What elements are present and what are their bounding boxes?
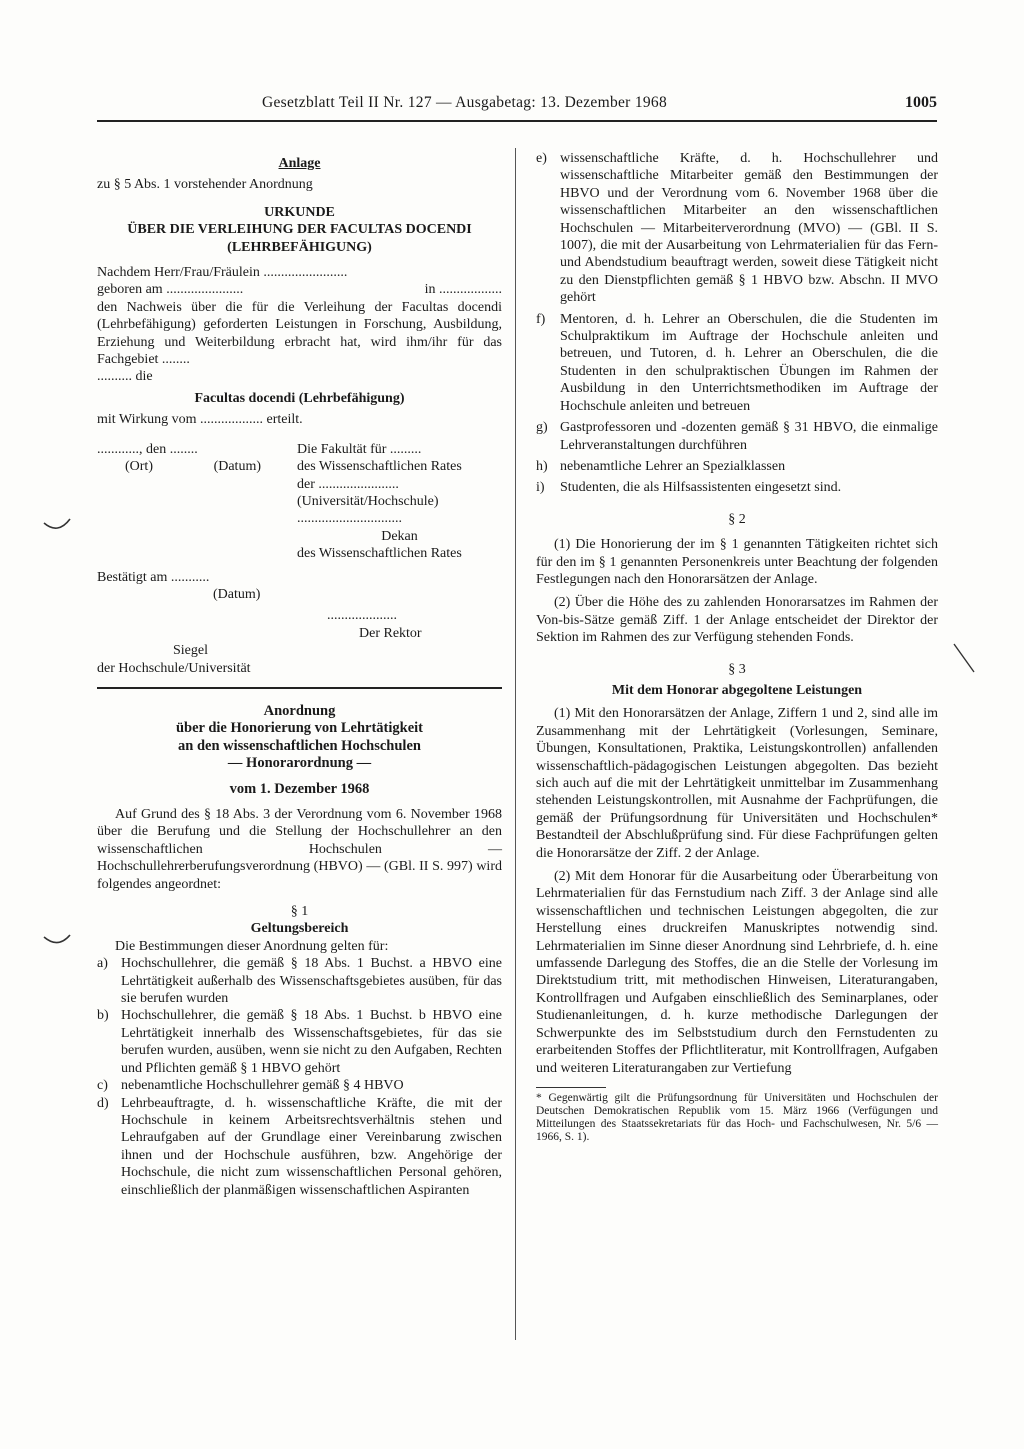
ort-date-line: ............, den ........ <box>97 441 198 457</box>
facultas-title: Facultas docendi (Lehrbefähigung) <box>194 390 405 406</box>
list-text: wissenschaftliche Kräfte, d. h. Hochschullehrer und wissenschaftliche Mitarbeiter gemäß den Bestimmungen der HBVO und der Verordnung vom 6. November 1968 über die wissenschaftlichen Mitarbeiter an den wissenschaftlichen Hochschulen — Mitarbeiterverordnung (MVO) — (GBl. II S. 1007), die mit der Ausarbeitung von Lehrmaterialien für das Fern- und Abendstudium beauftragt werden, soweit diese Tätigkeit nicht zu den Dienstpflichten gemäß § 1 HBVO bzw. Abschn. II MVO gehört <box>560 151 938 306</box>
list-item <box>536 458 938 475</box>
list-label: f) <box>536 311 546 327</box>
section-3-para-2: (2) Mit dem Honorar für die Ausarbeitung oder Überarbeitung von Lehrmaterialien für das Fernstudium nach Ziff. 3 der Anlage sind alle wissenschaftlichen und technischen Leistungen abgegolten, die zur Herstellung eines druckreifen Manuskriptes notwendig sind. Lehrmaterialien im Sinne dieser Anordnung sind Lehrbriefe, d. h. eine umfassende Darlegung des Stoffes, die an die Stelle der Vorlesung im Direktstudium tritt, mit methodischen Hinweisen, Literaturangaben, Kontrollfragen und Aufgaben einschließlich des Seminarplanes, oder Studienanleitungen, d. h. kurze methodische Darlegungen der Schwerpunkte des im Selbststudium durch den Fernstudenten zu erarbeitenden Stoffes der Pflichtliteratur, mit Kontrollfragen, Aufgaben und weiteren Literaturangaben zur Vertiefung <box>536 869 938 1076</box>
section-3-para-1: (1) Mit den Honorarsätzen der Anlage, Ziffern 1 und 2, sind alle im Zusammenhang mit der Lehrtätigkeit (Vorlesungen, Seminare, Übungen, Konsultationen, Praktika, Leistungskontrollen) anfallenden wissenschaftlich-pädagogischen Leistungen abgegolten. Das bezieht sich auch auf die mit der Lehrtätigkeit unmittelbar im Zusammenhang stehenden Leistungskontrollen, mit Ausnahme der Fachprüfungen, die gemäß der Prüfungsordnung für Universitäten und Hochschulen* Bestandteil der Abschlußprüfung sind. Für diese Fachprüfungen gelten die Honorarsätze der Ziff. 2 der Anlage. <box>536 706 938 861</box>
ordinance-title-line: an den wissenschaftlichen Hochschulen <box>178 737 421 754</box>
ordinance-date: vom 1. Dezember 1968 <box>229 780 370 797</box>
list-text: Hochschullehrer, die gemäß § 18 Abs. 1 Buchst. a HBVO eine Lehrtätigkeit außerhalb des Wissenschaftsgebietes ausüben, für das sie berufen wurden <box>121 956 502 1007</box>
pencil-mark-icon <box>40 925 74 955</box>
signature-block <box>97 441 502 563</box>
section-1-number: § 1 <box>290 904 309 920</box>
confirmed-date-label: (Datum) <box>213 586 261 602</box>
cert-line-wirkung <box>97 411 502 428</box>
rector-label: Der Rektor <box>359 625 422 641</box>
list-label: i) <box>536 480 545 496</box>
dean-label-2: des Wissenschaftlichen Rates <box>297 546 462 562</box>
list-item <box>536 311 938 415</box>
birth-place-line: in .................. <box>424 282 502 298</box>
faculty-line: .............................. <box>297 511 402 527</box>
section-3-title: Mit dem Honorar abgegoltene Leistungen <box>611 682 863 698</box>
wirkung-text: erteilt. <box>266 412 303 428</box>
faculty-line: (Universität/Hochschule) <box>297 493 439 509</box>
list-text: Mentoren, d. h. Lehrer an Oberschulen, die die Studenten im Schulpraktikum im Auftrage der Hochschule anleiten und betreuen, und Tutoren, d. h. Lehrer an Oberschulen, die die Studenten in den schulpraktischen Übungen im Rahmen der Ausbildung in den Unterrichtsmethodiken im Auftrage der Hochschule anleiten und betreuen <box>560 311 938 414</box>
list-text: Hochschullehrer, die gemäß § 18 Abs. 1 Buchst. b HBVO eine Lehrtätigkeit innerhalb des Wissenschaftsgebietes, für das sie berufen wurden, ausüben, wenn sie nicht zu den Aufgaben, Rechten und Pflichten gemäß § 1 HBVO gehört <box>121 1008 502 1076</box>
cert-title-line: ÜBER DIE VERLEIHUNG DER FACULTAS DOCENDI <box>127 222 472 238</box>
list-item <box>97 955 502 1007</box>
faculty-line: des Wissenschaftlichen Rates <box>297 459 462 475</box>
section-1-title: Geltungsbereich <box>250 921 349 937</box>
footnote: * Gegenwärtig gilt die Prüfungsordnung für Universitäten und Hochschulen der Deutschen Demokratischen Republik vom 15. März 1966 (Verfügungen und Mitteilungen des Staatssekretariats für das Hoch- und Fachschulwesen, Nr. 5/6 — 1966, S. 1). <box>536 1091 938 1143</box>
column-divider <box>515 148 516 1340</box>
ordinance-title-line: — Honorarordnung — <box>227 755 372 772</box>
scope-list-continued <box>536 150 938 497</box>
annex-subheading: zu § 5 Abs. 1 vorstehender Anordnung <box>97 177 313 193</box>
list-text: Gastprofessoren und -dozenten gemäß § 31 HBVO, die einmalige Lehrveranstaltungen durchführen <box>560 420 938 453</box>
preamble: Auf Grund des § 18 Abs. 3 der Verordnung vom 6. November 1968 über die Berufung und die Stellung der Hochschullehrer an den wissenschaftlichen Hochschulen — Hochschullehrerberufungsverordnung (HBVO) — (GBl. II S. 997) wird folgendes angeordnet: <box>97 807 502 892</box>
list-label: g) <box>536 420 548 436</box>
ordinance-title <box>97 703 502 773</box>
wirkung-date: mit Wirkung vom .................. <box>97 412 264 428</box>
list-text: Studenten, die als Hilfsassistenten eingesetzt sind. <box>560 480 842 496</box>
list-text: nebenamtliche Hochschullehrer gemäß § 4 HBVO <box>121 1078 404 1094</box>
section-3-number: § 3 <box>728 661 746 677</box>
datum-label: (Datum) <box>213 459 261 475</box>
section-2-number: § 2 <box>728 511 746 527</box>
list-item <box>536 419 938 454</box>
pencil-stroke-icon <box>950 640 980 680</box>
cert-line-birth <box>97 281 502 298</box>
list-item <box>97 1095 502 1199</box>
certificate-title <box>97 204 502 256</box>
cert-line-die: .......... die <box>97 369 153 385</box>
cert-line-name: Nachdem Herr/Frau/Fräulein ........................ <box>97 265 348 281</box>
cert-title-line: URKUNDE <box>264 204 335 220</box>
list-label: e) <box>536 151 547 166</box>
scope-list <box>97 955 502 1199</box>
pencil-mark-icon <box>40 505 74 535</box>
page-number: 1005 <box>905 94 937 111</box>
section-2-para-1: (1) Die Honorierung der im § 1 genannten Tätigkeiten richtet sich für den im § 1 genannten Personenkreis unter Beachtung der folgenden Festlegungen nach den Honorarsätzen der Anlage. <box>536 537 938 587</box>
left-column <box>97 155 502 1199</box>
confirmed-line: Bestätigt am ........... <box>97 569 210 585</box>
list-item <box>536 150 938 307</box>
seal-label: Siegel <box>173 643 208 659</box>
list-item <box>97 1077 502 1094</box>
list-item <box>536 479 938 496</box>
right-column <box>536 150 938 1144</box>
list-label: c) <box>97 1078 108 1094</box>
list-label: a) <box>97 956 108 972</box>
cert-title-line: (LEHRBEFÄHIGUNG) <box>227 239 372 255</box>
cert-body-text: den Nachweis über die für die Verleihung der Facultas docendi (Lehrbefähigung) geforderten Leistungen in Forschung, Ausbildung, Erziehung und Weiterbildung erbracht hat, wird ihm/ihr für das Fachgebiet ........ <box>97 299 502 368</box>
seal-label-2: der Hochschule/Universität <box>97 660 251 676</box>
birth-date-line: geboren am ...................... <box>97 282 244 298</box>
list-label: b) <box>97 1008 109 1024</box>
list-label: d) <box>97 1095 109 1111</box>
ordinance-title-line: über die Honorierung von Lehrtätigkeit <box>175 720 424 737</box>
section-2-para-2: (2) Über die Höhe des zu zahlenden Honorarsatzes im Rahmen der Von-bis-Sätze gemäß Ziff. 1 der Anlage entscheidet der Direktor der Sektion im Rahmen des zur Verfügung stehenden Fonds. <box>536 595 938 646</box>
section-1-intro: Die Bestimmungen dieser Anordnung gelten für: <box>115 938 389 954</box>
header-title: Gesetzblatt Teil II Nr. 127 — Ausgabetag: 13. Dezember 1968 <box>262 94 668 111</box>
page-header <box>97 92 937 122</box>
list-item <box>97 1007 502 1077</box>
ordinance-title-line: Anordnung <box>263 702 336 719</box>
section-divider <box>97 687 502 689</box>
list-text: nebenamtliche Lehrer an Spezialklassen <box>560 458 786 474</box>
list-label: h) <box>536 458 548 474</box>
annex-heading: Anlage <box>278 156 321 171</box>
faculty-line: Die Fakultät für ......... <box>297 441 422 457</box>
footnote-rule <box>536 1087 606 1088</box>
dean-label: Dekan <box>381 528 418 544</box>
ort-label: (Ort) <box>125 459 153 475</box>
confirmation-block <box>97 569 502 677</box>
list-text: Lehrbeauftragte, d. h. wissenschaftliche Kräfte, die mit der Hochschule in keinem Arbeitsrechtsverhältnis stehen und Lehraufgaben auf der Grundlage einer Vereinbarung zwischen ihnen und der Hochschule ausführen, bzw. Angehörige der Hochschule, die nicht zum wissenschaftlichen Personal gehören, einschließlich der planmäßigen wissenschaftlichen Aspiranten <box>121 1095 502 1198</box>
faculty-line: der ....................... <box>297 476 399 492</box>
certificate-body <box>97 264 502 429</box>
rector-dots: .................... <box>327 608 397 624</box>
